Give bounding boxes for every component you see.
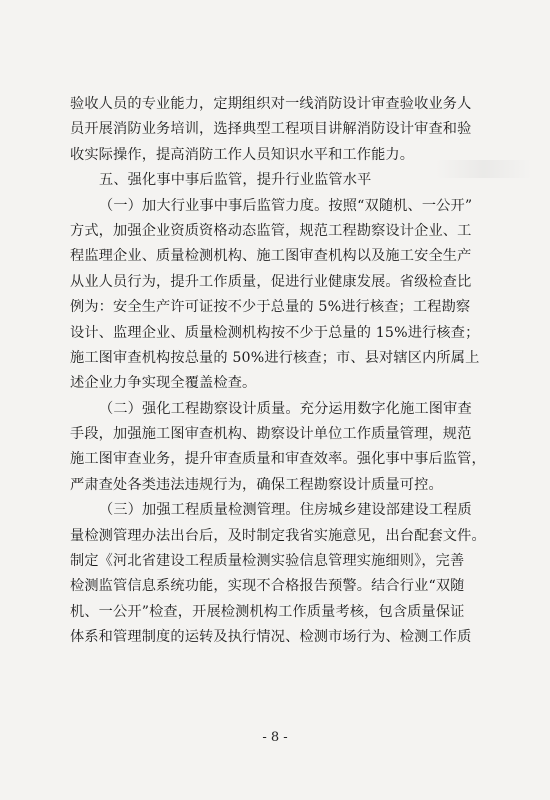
text-line: 量检测管理办法出台后，及时制定我省实施意见，出台配套文件。 <box>70 527 486 544</box>
subsection-heading-1: （一）加大行业事中事后监管力度。按照“双随机、一公开” <box>99 197 473 214</box>
text-line: 验收人员的专业能力，定期组织对一线消防设计审查验收业务人 <box>70 96 472 112</box>
text-line: 例为：安全生产许可证按不少于总量的 5%进行核查；工程勘察 <box>70 299 471 316</box>
text-line: 严肃查处各类违法违规行为，确保工程勘察设计质量可控。 <box>70 476 443 493</box>
section-heading: 五、强化事中事后监管，提升行业监管水平 <box>99 172 372 189</box>
page-number: - 8 - <box>262 730 288 745</box>
faint-bleedthrough-mark <box>436 160 532 178</box>
text-line: 机、一公开”检查，开展检测机构工作质量考核，包含质量保证 <box>70 603 465 620</box>
text-line: 手段，加强施工图审查机构、勘察设计单位工作质量管理，规范 <box>70 426 472 443</box>
text-line: 员开展消防业务培训，选择典型工程项目讲解消防设计审查和验 <box>70 121 472 138</box>
text-line: 程监理企业、质量检测机构、施工图审查机构以及施工安全生产 <box>70 248 472 265</box>
text-line: 收实际操作，提高消防工作人员知识水平和工作能力。 <box>70 146 415 163</box>
text-line: 施工图审查机构按总量的 50%进行核查；市、县对辖区内所属上 <box>70 349 480 366</box>
text-line: 制定《河北省建设工程质量检测实验信息管理实施细则》，完善 <box>70 553 465 570</box>
text-line: 方式，加强企业资质资格动态监管，规范工程勘察设计企业、工 <box>70 222 472 239</box>
text-line: 设计、监理企业、质量检测机构按不少于总量的 15%进行核查； <box>70 324 480 341</box>
text-line: 述企业力争实现全覆盖检查。 <box>70 375 257 392</box>
text-line: 检测监管信息系统功能，实现不合格报告预警。结合行业“双随 <box>70 578 465 595</box>
subsection-heading-3: （三）加强工程质量检测管理。住房城乡建设部建设工程质 <box>99 502 472 519</box>
subsection-heading-2: （二）强化工程勘察设计质量。充分运用数字化施工图审查 <box>99 400 472 417</box>
text-line: 从业人员行为，提升工作质量，促进行业健康发展。省级检查比 <box>70 273 472 290</box>
text-line: 施工图审查业务，提升审查质量和审查效率。强化事中事后监管， <box>70 451 486 468</box>
body-text <box>70 92 492 651</box>
text-line: 体系和管理制度的运转及执行情况、检测市场行为、检测工作质 <box>70 629 472 646</box>
